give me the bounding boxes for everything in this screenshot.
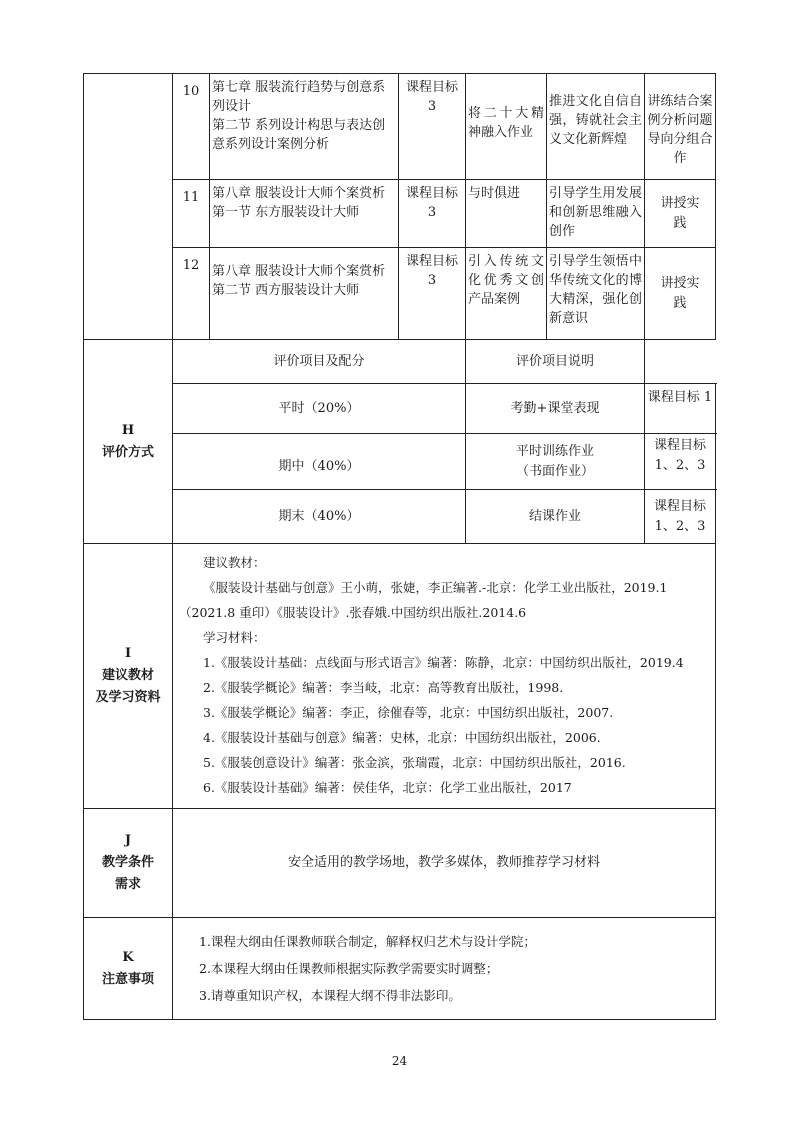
books-line: 2.《服装学概论》编著：李当岐，北京：高等教育出版社，1998. [203,680,564,695]
row-content [210,248,399,340]
conditions-row [84,809,716,918]
chapter-title: 第八章 服装设计大师个案赏析 [212,186,386,201]
section-title: 第二节 西方服装设计大师 [212,283,360,298]
section-title: 第一节 东方服装设计大师 [212,205,360,220]
books-line: 建议教材： [203,555,266,570]
notes-line: 1.课程大纲由任课教师联合制定，解释权归艺术与设计学院； [199,934,536,949]
notes-line: 2.本课程大纲由任课教师根据实际教学需要实时调整； [199,961,499,976]
eval-desc-line: （书面作业） [515,463,594,479]
section-letter: H [121,422,135,438]
eval-item: 期中（40%） [173,434,466,490]
row-number: 12 [173,248,210,340]
eval-row [84,490,716,544]
section-letter: J [124,833,132,848]
notes-content [173,918,716,1020]
books-line: 6.《服装设计基础》编著：侯佳华，北京：化学工业出版社，2017 [203,780,572,795]
row-method: 讲练结合案例分析问题导向分组合作 [645,74,716,180]
page-number: 24 [391,1054,408,1068]
row-goal: 课程目标 3 [399,248,466,340]
books-line: （2021.8 重印）《服装设计》.张春娥.中国纺织出版社.2014.6 [179,605,527,620]
section-title: 注意事项 [101,971,154,987]
eval-col-header: 评价项目说明 [466,340,645,384]
books-content [173,544,716,809]
section-title: 教学条件 [101,855,154,870]
row-content [210,74,399,180]
eval-header-row [84,340,716,384]
eval-goal: 课程目标 1 [645,384,716,434]
books-line: 1.《服装设计基础：点线面与形式语言》编著：陈静，北京：中国纺织出版社，2019.4 [203,655,684,670]
eval-goal: 课程目标 1、2、3 [645,434,716,490]
row-effect: 引导学生用发展和创新思维融入创作 [547,180,645,248]
notes-row [84,918,716,1020]
eval-item: 期末（40%） [173,490,466,544]
row-number: 11 [173,180,210,248]
row-element: 将二十大精神融入作业 [466,74,547,180]
eval-desc: 考勤+课堂表现 [466,384,645,434]
row-effect: 引导学生领悟中华传统文化的博大精深，强化创新意识 [547,248,645,340]
books-line: 学习材料： [203,630,266,645]
row-goal: 课程目标 3 [399,74,466,180]
section-title: 建议教材 [101,668,154,683]
schedule-row [84,248,716,340]
chapter-title: 第八章 服装设计大师个案赏析 [212,264,386,279]
row-goal: 课程目标 3 [399,180,466,248]
row-method: 讲授实践 [645,248,716,340]
schedule-left-blank [84,74,173,340]
section-letter: K [122,949,134,965]
books-line: 4.《服装设计基础与创意》编著：史林，北京：中国纺织出版社，2006. [203,730,601,745]
row-number: 10 [173,74,210,180]
schedule-row [84,74,716,180]
eval-row [84,434,716,490]
books-line: 《服装设计基础与创意》王小萌，张婕，李正编著.-北京：化学工业出版社，2019.1 [203,580,668,595]
row-method: 讲授实践 [645,180,716,248]
notes-line: 3.请尊重知识产权，本课程大纲不得非法影印。 [199,988,461,1003]
row-content [210,180,399,248]
books-row [84,544,716,809]
books-line: 3.《服装学概论》编著：李正，徐催春等，北京：中国纺织出版社，2007. [203,705,614,720]
schedule-row [84,180,716,248]
section-title: 及学习资料 [95,690,161,705]
row-element: 与时俱进 [466,180,547,248]
section-h-label [84,340,173,544]
row-element: 引入传统文化优秀文创产品案例 [466,248,547,340]
section-letter: I [124,646,132,661]
books-line: 5.《服装创意设计》编著：张金滨，张瑞霞，北京：中国纺织出版社，2016. [203,755,626,770]
conditions-text: 安全适用的教学场地，教学多媒体，教师推荐学习材料 [173,809,716,918]
eval-item: 平时（20%） [173,384,466,434]
section-title: 第二节 系列设计构思与表达创意系列设计案例分析 [212,118,386,152]
eval-col-header: 评价项目及配分 [173,340,466,384]
eval-desc-line: 平时训练作业 [515,443,594,459]
eval-goal: 课程目标 1、2、3 [645,490,716,544]
chapter-title: 第七章 服装流行趋势与创意系列设计 [212,80,386,114]
section-title: 需求 [114,877,141,892]
syllabus-table [83,73,716,1020]
row-effect: 推进文化自信自强，铸就社会主义文化新辉煌 [547,74,645,180]
eval-desc: 结课作业 [466,490,645,544]
section-title: 评价方式 [101,444,154,460]
eval-row [84,384,716,434]
eval-desc [466,434,645,490]
section-k-label [84,918,173,1020]
section-j-label [84,809,173,918]
section-i-label [84,544,173,809]
